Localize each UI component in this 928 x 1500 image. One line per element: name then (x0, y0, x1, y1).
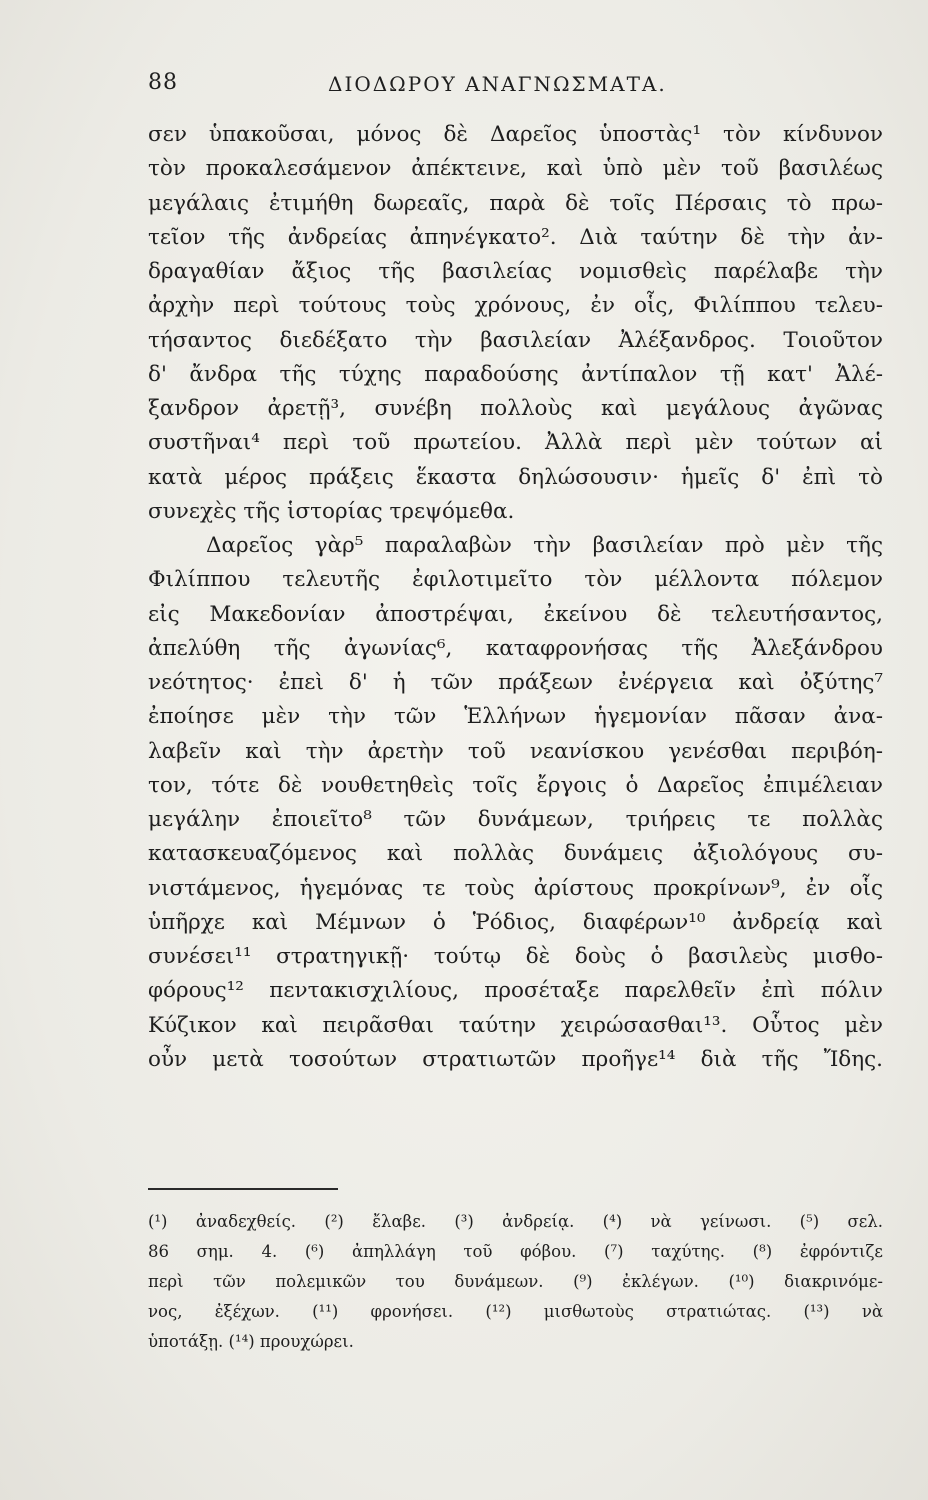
text-line: συστῆναι⁴ περὶ τοῦ πρωτείου. Ἀλλὰ περὶ μὲν τούτων αἱ (148, 430, 883, 456)
text-line: οὖν μετὰ τοσούτων στρατιωτῶν προῆγε¹⁴ διὰ τῆς Ἴδης. (148, 1046, 883, 1072)
text-line: τὸν προκαλεσάμενον ἀπέκτεινε, καὶ ὑπὸ μὲν τοῦ βασιλέως (148, 156, 883, 182)
text-line: σεν ὑπακοῦσαι, μόνος δὲ Δαρεῖος ὑποστὰς¹ τὸν κίνδυνον (148, 122, 883, 147)
text-line: ἀρχὴν περὶ τούτους τοὺς χρόνους, ἐν οἷς, Φιλίππου τελευ- (148, 293, 883, 319)
text-line: συνέσει¹¹ στρατηγικῇ· τούτῳ δὲ δοὺς ὁ βασιλεὺς μισθο- (148, 944, 883, 969)
text-line: ἐποίησε μὲν τὴν τῶν Ἑλλήνων ἡγεμονίαν πᾶσαν ἀνα- (148, 704, 883, 730)
text-line: Κύζικον καὶ πειρᾶσθαι ταύτην χειρώσασθαι¹³. Οὗτος μὲν (148, 1012, 883, 1038)
running-title: ΔΙΟΔΩΡΟΥ ΑΝΑΓΝΩΣΜΑΤΑ. (328, 72, 667, 96)
text-line: μεγάλαις ἐτιμήθη δωρεαῖς, παρὰ δὲ τοῖς Πέρσαις τὸ πρω- (148, 190, 883, 216)
text-line: νιστάμενος, ἡγεμόνας τε τοὺς ἀρίστους προκρίνων⁹, ἐν οἷς (148, 875, 883, 901)
footnote-line: νος, ἐξέχων. (¹¹) φρονήσει. (¹²) μισθωτοὺς στρατιώτας. (¹³) νὰ (148, 1302, 883, 1321)
text-line: φόρους¹² πεντακισχιλίους, προσέταξε παρελθεῖν ἐπὶ πόλιν (148, 978, 883, 1004)
main-text (148, 118, 883, 1077)
text-line: τήσαντος διεδέξατο τὴν βασιλείαν Ἀλέξανδρος. Τοιοῦτον (148, 327, 883, 353)
text-line: λαβεῖν καὶ τὴν ἀρετὴν τοῦ νεανίσκου γενέσθαι περιβόη- (148, 738, 883, 764)
text-line: τεῖον τῆς ἀνδρείας ἀπηνέγκατο². Διὰ ταύτην δὲ τὴν ἀν- (148, 224, 883, 250)
paragraph-start-line: Δαρεῖος γὰρ⁵ παραλαβὼν τὴν βασιλείαν πρὸ μὲν τῆς (206, 533, 883, 558)
text-line: μεγάλην ἐποιεῖτο⁸ τῶν δυνάμεων, τριήρεις τε πολλὰς (148, 807, 883, 832)
text-line: δ' ἄνδρα τῆς τύχης παραδούσης ἀντίπαλον τῇ κατ' Ἀλέ- (148, 361, 883, 387)
text-line: δραγαθίαν ἄξιος τῆς βασιλείας νομισθεὶς παρέλαβε τὴν (148, 259, 883, 284)
text-line: εἰς Μακεδονίαν ἀποστρέψαι, ἐκείνου δὲ τελευτήσαντος, (148, 601, 883, 627)
text-line: Φιλίππου τελευτῆς ἐφιλοτιμεῖτο τὸν μέλλοντα πόλεμον (148, 567, 883, 593)
text-line: ὑπῆρχε καὶ Μέμνων ὁ Ῥόδιος, διαφέρων¹⁰ ἀνδρείᾳ καὶ (148, 909, 883, 935)
footnote-line: (¹) ἀναδεχθείς. (²) ἔλαβε. (³) ἀνδρείᾳ. (⁴) νὰ γείνωσι. (⁵) σελ. (148, 1212, 883, 1231)
footnote-line: 86 σημ. 4. (⁶) ἀπηλλάγη τοῦ φόβου. (⁷) ταχύτης. (⁸) ἐφρόντιζε (148, 1242, 883, 1261)
page-header (148, 70, 708, 110)
text-line: κατασκευαζόμενος καὶ πολλὰς δυνάμεις ἀξιολόγους συ- (148, 841, 883, 867)
footnote-line: ὑποτάξῃ. (¹⁴) προυχώρει. (148, 1332, 354, 1351)
text-line: κατὰ μέρος πράξεις ἕκαστα δηλώσουσιν· ἡμεῖς δ' ἐπὶ τὸ (148, 464, 883, 490)
text-line: νεότητος· ἐπεὶ δ' ἡ τῶν πράξεων ἐνέργεια καὶ ὀξύτης⁷ (148, 670, 883, 695)
text-line: ἀπελύθη τῆς ἀγωνίας⁶, καταφρονήσας τῆς Ἀλεξάνδρου (148, 635, 883, 661)
text-line: ξανδρον ἀρετῇ³, συνέβη πολλοὺς καὶ μεγάλους ἀγῶνας (148, 396, 883, 421)
footnote-line: περὶ τῶν πολεμικῶν του δυνάμεων. (⁹) ἐκλέγων. (¹⁰) διακρινόμε- (148, 1272, 883, 1291)
page-number: 88 (148, 70, 178, 95)
footnotes (148, 1207, 883, 1357)
paragraph-end-line: συνεχὲς τῆς ἱστορίας τρεψόμεθα. (148, 498, 515, 524)
footnote-separator-rule (148, 1188, 338, 1190)
text-line: τον, τότε δὲ νουθετηθεὶς τοῖς ἔργοις ὁ Δαρεῖος ἐπιμέλειαν (148, 772, 883, 798)
